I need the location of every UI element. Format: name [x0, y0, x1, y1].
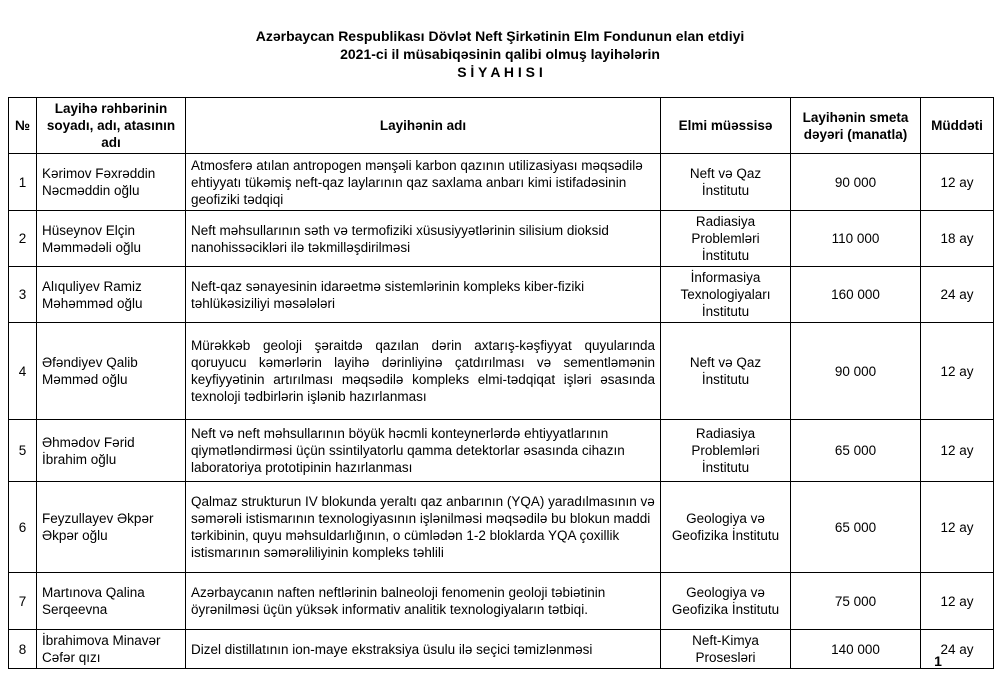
title-line-2: 2021-ci il müsabiqəsinin qalibi olmuş layihələrin: [340, 46, 660, 62]
cell-institution: Neft və Qaz İnstitutu: [661, 323, 791, 420]
header-budget: Layihənin smeta dəyəri (manatla): [791, 98, 921, 154]
cell-no: 4: [9, 323, 37, 420]
cell-leader: Martınova Qalina Serqeevna: [37, 573, 186, 630]
cell-budget: 90 000: [791, 323, 921, 420]
cell-budget: 65 000: [791, 482, 921, 573]
table-row: [9, 630, 994, 669]
table-row: [9, 267, 994, 323]
table-row: [9, 420, 994, 482]
cell-duration: 12 ay: [921, 323, 994, 420]
cell-budget: 65 000: [791, 420, 921, 482]
cell-no: 8: [9, 630, 37, 669]
cell-budget: 110 000: [791, 211, 921, 267]
cell-project: Dizel distillatının ion-maye ekstraksiya üsulu ilə seçici təmizlənməsi: [186, 630, 661, 669]
cell-leader: Əhmədov Fərid İbrahim oğlu: [37, 420, 186, 482]
cell-project: Neft-qaz sənayesinin idarəetmə sistemlərinin kompleks kiber-fiziki təhlükəsiziliyi məsələləri: [186, 267, 661, 323]
cell-duration: 24 ay: [921, 267, 994, 323]
table-row: [9, 573, 994, 630]
cell-duration: 12 ay: [921, 573, 994, 630]
cell-duration: 24 ay: [921, 630, 994, 669]
header-duration: Müddəti: [921, 98, 994, 154]
header-leader: Layihə rəhbərinin soyadı, adı, atasının adı: [37, 98, 186, 154]
cell-project: Neft və neft məhsullarının böyük həcmli konteynerlərdə ehtiyyatlarının qiymətləndirməsi üçün ssintilyatorlu qamma detektorlar əsasında cihazın laboratoriya prototipinin hazırlanması: [186, 420, 661, 482]
page-number: 1: [934, 653, 942, 669]
cell-institution: İnformasiya Texnologiyaları İnstitutu: [661, 267, 791, 323]
table-row: [9, 482, 994, 573]
cell-leader: Hüseynov Elçin Məmmədəli oğlu: [37, 211, 186, 267]
table-row: [9, 323, 994, 420]
cell-project: Neft məhsullarının səth və termofiziki xüsusiyyətlərinin silisium dioksid nanohissəcikləri ilə təkmilləşdirilməsi: [186, 211, 661, 267]
cell-no: 1: [9, 154, 37, 211]
cell-no: 7: [9, 573, 37, 630]
cell-institution: Geologiya və Geofizika İnstitutu: [661, 573, 791, 630]
projects-table: [8, 97, 994, 669]
cell-institution: Radiasiya Problemləri İnstitutu: [661, 211, 791, 267]
table-header-row: [9, 98, 994, 154]
header-no: №: [9, 98, 37, 154]
header-project: Layihənin adı: [186, 98, 661, 154]
cell-institution: Neft-Kimya Prosesləri: [661, 630, 791, 669]
title-line-1: Azərbaycan Respublikası Dövlət Neft Şirkətinin Elm Fondunun elan etdiyi: [255, 28, 745, 44]
cell-budget: 140 000: [791, 630, 921, 669]
cell-budget: 90 000: [791, 154, 921, 211]
cell-institution: Radiasiya Problemləri İnstitutu: [661, 420, 791, 482]
cell-no: 5: [9, 420, 37, 482]
table-row: [9, 154, 994, 211]
cell-institution: Neft və Qaz İnstitutu: [661, 154, 791, 211]
cell-duration: 12 ay: [921, 482, 994, 573]
cell-no: 2: [9, 211, 37, 267]
cell-leader: Kərimov Fəxrəddin Nəcməddin oğlu: [37, 154, 186, 211]
cell-no: 3: [9, 267, 37, 323]
cell-project: Mürəkkəb geoloji şəraitdə qazılan dərin axtarış-kəşfiyyat quyularında qoruyucu kəmərlərin layihə dərinliyinə çatdırılması və sementləmənin keyfiyyətinin artırılması məqsədilə kompleks elmi-tədqiqat işləri əsasında texnoloji tədbirlərin işlənib hazırlanması: [186, 323, 661, 420]
cell-duration: 12 ay: [921, 154, 994, 211]
cell-duration: 12 ay: [921, 420, 994, 482]
cell-leader: Alıquliyev Ramiz Məhəmməd oğlu: [37, 267, 186, 323]
cell-institution: Geologiya və Geofizika İnstitutu: [661, 482, 791, 573]
cell-project: Atmosferə atılan antropogen mənşəli karbon qazının utilizasiyası məqsədilə ehtiyyatı tükəmiş neft-qaz laylarının qaz saxlama anbarı kimi istifadəsinin geofiziki tədqiqi: [186, 154, 661, 211]
cell-duration: 18 ay: [921, 211, 994, 267]
cell-project: Azərbaycanın naften neftlərinin balneoloji fenomenin geoloji təbiətinin öyrənilməsi üçün yüksək informativ analitik texnologiyaların tətbiqi.: [186, 573, 661, 630]
cell-leader: Əfəndiyev Qalib Məmməd oğlu: [37, 323, 186, 420]
cell-budget: 160 000: [791, 267, 921, 323]
table-row: [9, 211, 994, 267]
document-title: [0, 0, 1000, 81]
title-line-3: S İ Y A H I S I: [457, 64, 543, 80]
cell-no: 6: [9, 482, 37, 573]
cell-project: Qalmaz strukturun IV blokunda yeraltı qaz anbarının (YQA) yaradılmasının və səmərəli istismarının texnologiyasının işlənilməsi məqsədilə bu blokun maddi tərkibinin, quyu məhsuldarlığının, o cümlədən 1-2 bloklarda YQA çoxillik istismarının səmərəliliyinin kompleks təhlili: [186, 482, 661, 573]
cell-budget: 75 000: [791, 573, 921, 630]
cell-leader: Feyzullayev Əkpər Əkpər oğlu: [37, 482, 186, 573]
header-institution: Elmi müəssisə: [661, 98, 791, 154]
cell-leader: İbrahimova Minavər Cəfər qızı: [37, 630, 186, 669]
